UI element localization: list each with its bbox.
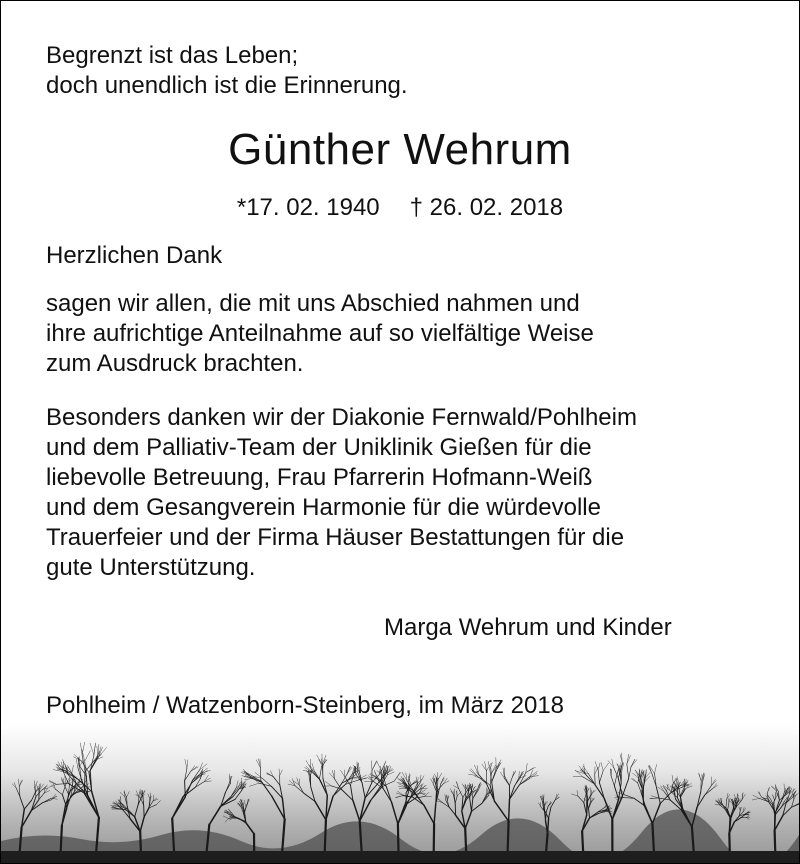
thanks-paragraph xyxy=(46,289,594,379)
paragraph-line: und dem Palliativ-Team der Uniklinik Gießen für die xyxy=(46,434,592,461)
thanks-heading: Herzlichen Dank xyxy=(46,242,223,269)
signature: Marga Wehrum und Kinder xyxy=(384,614,672,641)
paragraph-line: und dem Gesangverein Harmonie für die würdevolle xyxy=(46,494,601,521)
paragraph-line: liebevolle Betreuung, Frau Pfarrerin Hofmann-Weiß xyxy=(46,464,593,491)
paragraph-line: gute Unterstützung. xyxy=(46,554,256,581)
motto-line-1: Begrenzt ist das Leben; xyxy=(46,42,299,69)
paragraph-line: ihre aufrichtige Anteilnahme auf so vielfältige Weise xyxy=(46,320,594,347)
paragraph-line: zum Ausdruck brachten. xyxy=(46,350,304,377)
paragraph-line: Besonders danken wir der Diakonie Fernwald/Pohlheim xyxy=(46,404,637,431)
paragraph-line: Trauerfeier und der Firma Häuser Bestattungen für die xyxy=(46,524,625,551)
life-dates xyxy=(1,193,799,223)
memorial-motto xyxy=(46,41,408,101)
death-date: † 26. 02. 2018 xyxy=(409,194,564,221)
place-and-date: Pohlheim / Watzenborn-Steinberg, im März 2018 xyxy=(46,692,565,719)
tree-landscape-image xyxy=(1,723,799,863)
paragraph-line: sagen wir allen, die mit uns Abschied nahmen und xyxy=(46,290,580,317)
special-thanks-paragraph xyxy=(46,403,637,583)
ground xyxy=(1,851,799,863)
birth-date: *17. 02. 1940 xyxy=(236,194,380,221)
deceased-name: Günther Wehrum xyxy=(228,125,572,174)
motto-line-2: doch unendlich ist die Erinnerung. xyxy=(46,72,408,99)
